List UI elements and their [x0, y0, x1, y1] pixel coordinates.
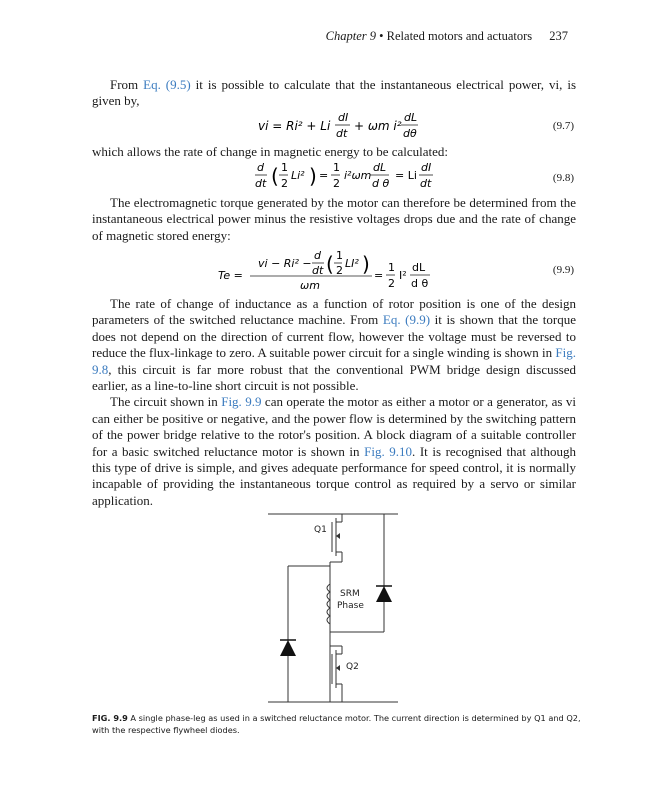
para3-c: , this circuit is far more robust that the conventional PWM bridge design discussed earlier, as a line-to-line short circuit is not possible.	[92, 361, 576, 394]
svg-text:I²: I²	[399, 269, 407, 282]
paragraph-1	[92, 77, 576, 110]
para1-suffix: it is possible to calculate that the instantaneous electrical power, vi, is given by,	[92, 77, 576, 109]
svg-text:2: 2	[281, 177, 288, 190]
fig-link-9-9[interactable]: Fig. 9.9	[221, 394, 262, 410]
equation-9-7-number: (9.7)	[552, 120, 574, 132]
lower-diode-icon	[280, 640, 296, 656]
para-after-9-7-text: which allows the rate of change in magnetic energy to be calculated:	[92, 144, 449, 159]
svg-text:vi − Ri² −: vi − Ri² −	[258, 257, 312, 270]
svg-text:Li²: Li²	[291, 169, 305, 182]
svg-text:dt: dt	[336, 127, 348, 140]
svg-text:Te =: Te =	[218, 269, 243, 282]
svg-text:=: =	[374, 269, 384, 282]
header-bullet: •	[379, 29, 384, 43]
svg-text:+ ωm i²: + ωm i²	[354, 119, 402, 133]
svg-text:d θ: d θ	[411, 277, 429, 290]
fig-link-9-8[interactable]: Fig. 9.8	[92, 345, 576, 377]
circuit-figure	[0, 506, 648, 706]
svg-text:(: (	[271, 164, 279, 188]
chapter-title: Related motors and actuators	[386, 29, 533, 43]
equation-9-7-render	[258, 111, 438, 141]
svg-text:1: 1	[336, 249, 343, 262]
svg-text:d: d	[257, 161, 264, 174]
svg-text:vi = Ri² + Li: vi = Ri² + Li	[258, 119, 331, 133]
q2-label: Q2	[346, 662, 359, 672]
equation-9-9-number: (9.9)	[552, 264, 574, 276]
equation-9-9-render	[218, 247, 438, 295]
svg-text:= Li: = Li	[395, 169, 417, 182]
svg-text:d: d	[314, 249, 321, 262]
svg-text:dt: dt	[312, 264, 324, 277]
svg-text:dL: dL	[404, 111, 418, 124]
page-number: 237	[549, 29, 568, 43]
svg-text:i²ωm: i²ωm	[344, 169, 372, 182]
para2-text: The electromagnetic torque generated by the motor can therefore be determined from the instantaneous electrical power minus the resistive voltages drops due and the rate of change of magnetic stored energy:	[92, 195, 576, 243]
figure-caption	[92, 712, 582, 736]
svg-text:dt: dt	[420, 177, 432, 190]
para4-a: The circuit shown in	[110, 394, 222, 410]
svg-text:2: 2	[333, 177, 340, 190]
srm-label: SRM	[340, 589, 360, 599]
svg-text:): )	[309, 164, 317, 188]
paragraph-3	[92, 296, 576, 509]
svg-text:dt: dt	[255, 177, 267, 190]
svg-text:(: (	[326, 252, 334, 276]
q2-arrow-icon	[336, 665, 340, 671]
fig-link-9-10[interactable]: Fig. 9.10	[364, 443, 413, 459]
svg-text:=: =	[319, 169, 329, 182]
equation-9-7	[258, 111, 438, 145]
para1-prefix: From	[110, 77, 144, 92]
eq-link-9-5[interactable]: Eq. (9.5)	[143, 77, 191, 92]
chapter-label: Chapter 9	[325, 29, 377, 43]
para4-b: can operate the motor as either a motor or a generator, as vi can either be positive or negative, and the power flow is determined by the switching pattern of the power bridge relative to the rotor's position. A block diagram of a suitable controller for a basic switched reluctance motor is shown in	[92, 394, 576, 459]
svg-text:LI²: LI²	[345, 257, 359, 270]
svg-text:dθ: dθ	[403, 127, 417, 140]
eq-link-9-9[interactable]: Eq. (9.9)	[382, 312, 431, 328]
q1-label: Q1	[314, 525, 327, 535]
equation-9-8	[255, 159, 435, 197]
equation-9-8-render	[255, 159, 435, 193]
svg-text:dL: dL	[412, 261, 426, 274]
para4-c: . It is recognised that although this type of drive is simple, and gives adequate performance for speed control, it is normally incapable of providing the instantaneous torque control as required by a servo or similar application.	[92, 443, 576, 508]
svg-text:dL: dL	[373, 161, 387, 174]
svg-text:1: 1	[281, 161, 288, 174]
para3-a: The rate of change of inductance as a function of rotor position is one of the design parameters of the switched reluctance machine. From	[92, 296, 576, 328]
equation-9-9	[218, 247, 438, 299]
upper-diode-icon	[376, 586, 392, 602]
paragraph-2	[92, 195, 576, 244]
caption-text: A single phase-leg as used in a switched reluctance motor. The current direction is determined by Q1 and Q2, with the respective flywheel diodes.	[92, 713, 581, 735]
svg-text:ωm: ωm	[300, 279, 320, 292]
svg-text:2: 2	[336, 264, 343, 277]
svg-text:d θ: d θ	[372, 177, 390, 190]
svg-text:dI: dI	[421, 161, 432, 174]
para3-b: it is shown that the torque does not depend on the direction of current flow, however the voltage must be reversed to reduce the flux-linkage to zero. A suitable power circuit for a single winding is shown in	[92, 312, 576, 361]
phase-label: Phase	[337, 601, 364, 611]
svg-text:1: 1	[388, 261, 395, 274]
paragraph-after-9-7	[92, 144, 576, 160]
equation-9-8-number: (9.8)	[552, 172, 574, 184]
svg-text:2: 2	[388, 277, 395, 290]
svg-text:1: 1	[333, 161, 340, 174]
caption-label: FIG. 9.9	[92, 713, 128, 723]
svg-text:dI: dI	[338, 111, 349, 124]
q1-arrow-icon	[336, 533, 340, 539]
svg-text:): )	[362, 252, 370, 276]
page-header	[326, 29, 568, 44]
